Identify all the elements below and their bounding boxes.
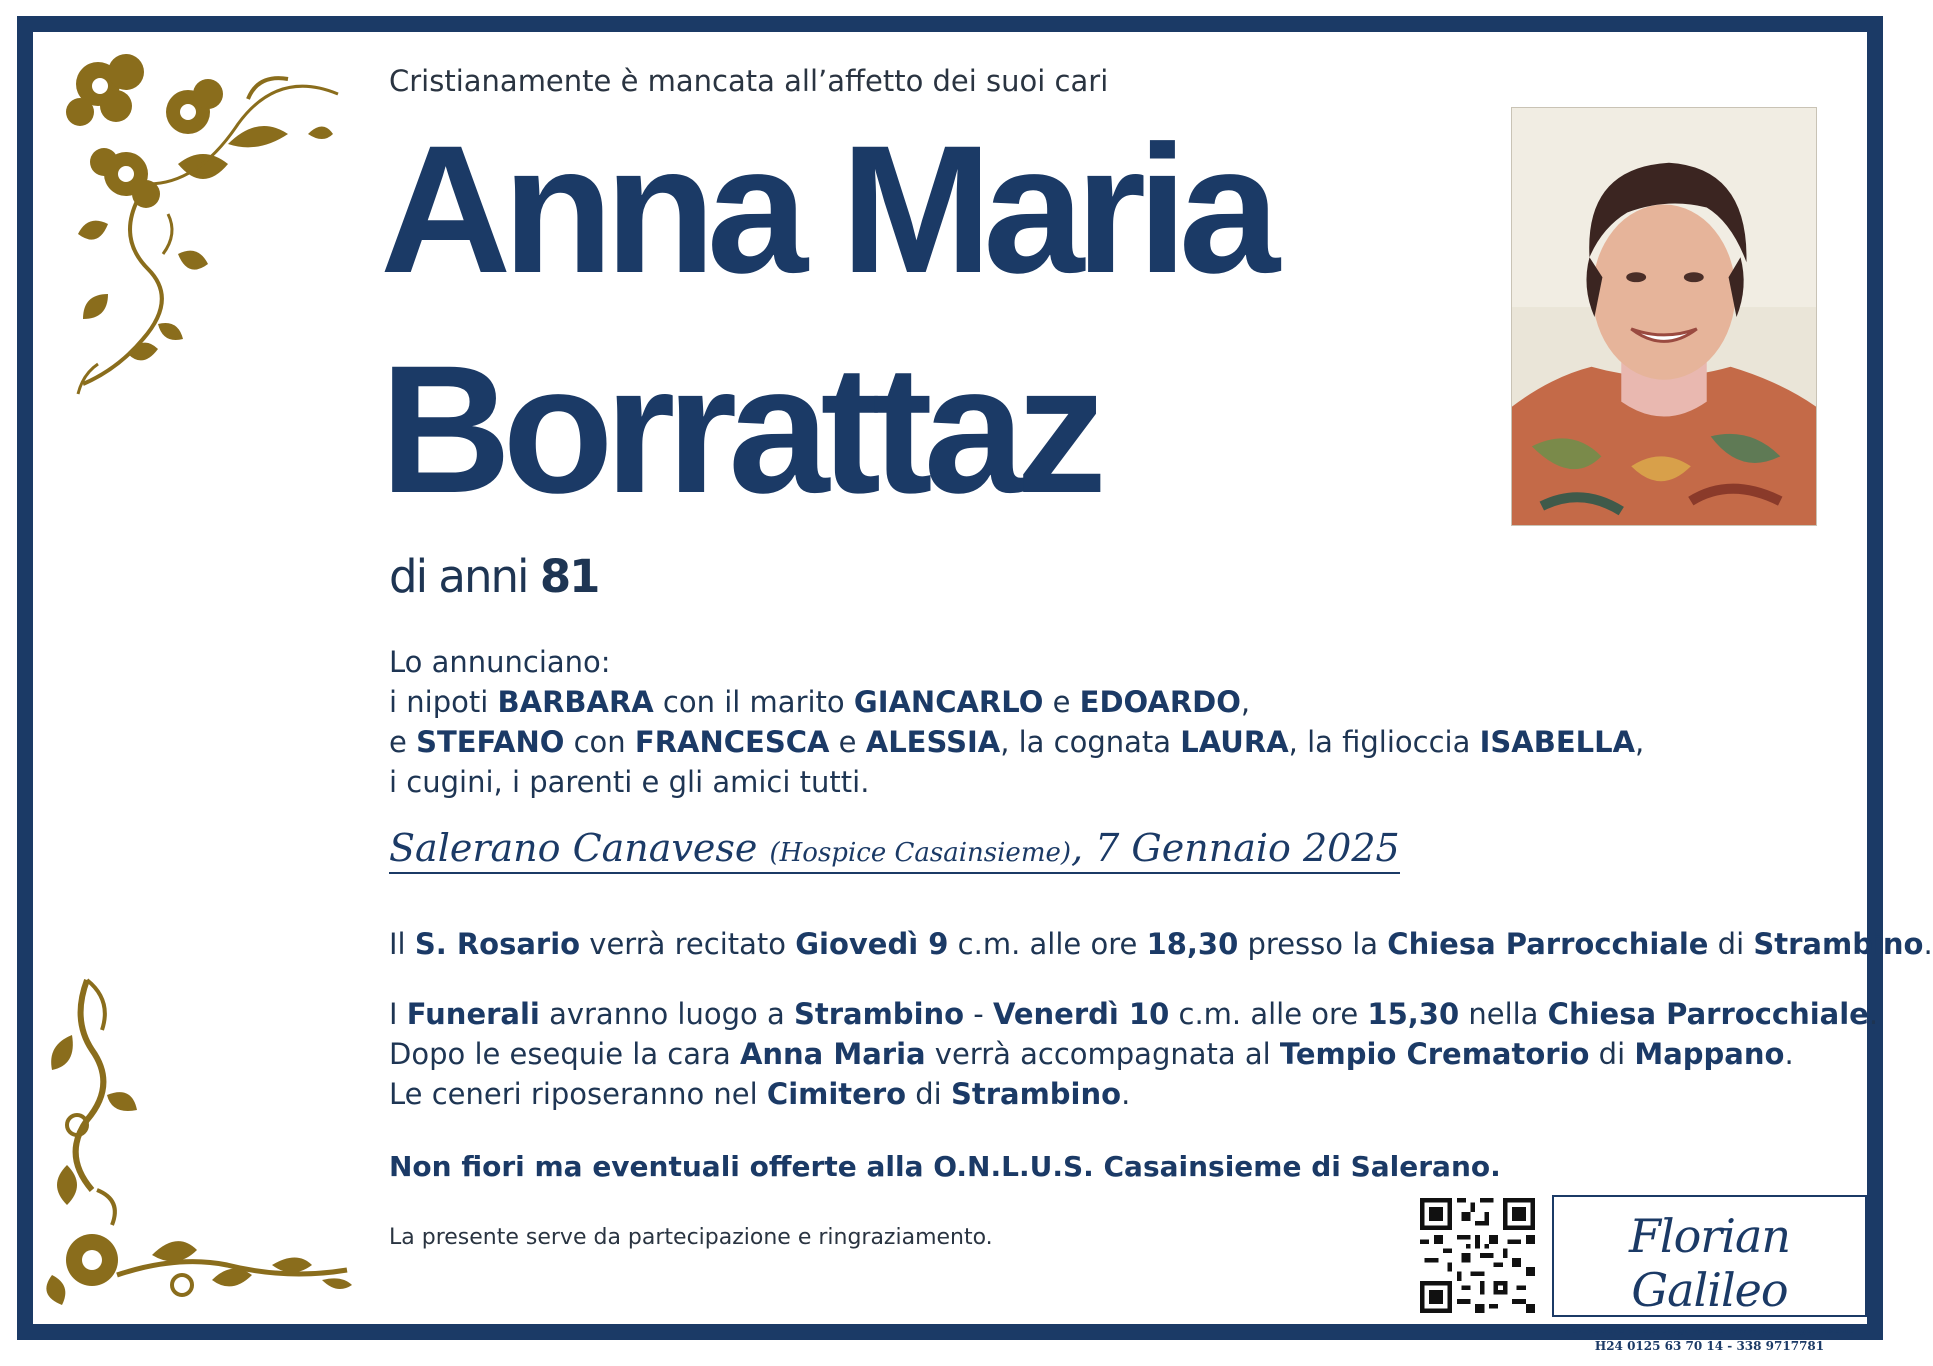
agency-website-line bbox=[1554, 1323, 1865, 1336]
text-run: e bbox=[829, 725, 866, 759]
text-run: , la figlioccia bbox=[1288, 725, 1480, 759]
relative-name: EDOARDO bbox=[1079, 685, 1241, 719]
age-line bbox=[389, 550, 598, 603]
age-value: 81 bbox=[539, 550, 599, 603]
announcement-lead: Lo annunciano: bbox=[389, 645, 611, 679]
scroll-corner-icon bbox=[32, 975, 382, 1325]
emphasis: Tempio Crematorio bbox=[1279, 1037, 1590, 1071]
emphasis: Strambino bbox=[950, 1077, 1122, 1111]
relative-name: ALESSIA bbox=[865, 725, 1001, 759]
emphasis: 18,30 bbox=[1146, 927, 1239, 961]
donation-note: Non fiori ma eventuali offerte alla O.N.L.U.S. Casainsieme di Salerano. bbox=[389, 1150, 1501, 1183]
emphasis: Mappano bbox=[1634, 1037, 1785, 1071]
date: , 7 Gennaio 2025 bbox=[1071, 826, 1400, 870]
emphasis: Chiesa Parrocchiale bbox=[1387, 927, 1709, 961]
deceased-last-name: Borrattaz bbox=[380, 327, 1098, 531]
website-prefix: Per vedere i necrologi vai su bbox=[1565, 1323, 1728, 1336]
text-run: , bbox=[1240, 685, 1251, 719]
thanks-note: La presente serve da partecipazione e ringraziamento. bbox=[389, 1225, 993, 1250]
website-url: www.floriangalileo.it bbox=[1727, 1323, 1854, 1336]
place-detail: (Hospice Casainsieme) bbox=[769, 838, 1071, 868]
relative-name: STEFANO bbox=[416, 725, 565, 759]
emphasis: Cimitero bbox=[766, 1077, 907, 1111]
funeral-line-3 bbox=[389, 1074, 1130, 1114]
text-run: di bbox=[906, 1077, 951, 1111]
text-run: . bbox=[1784, 1037, 1794, 1071]
agency-phones: H24 0125 63 70 14 - 338 9717781 bbox=[1594, 1339, 1825, 1353]
text-run: e bbox=[389, 725, 417, 759]
qr-code-icon bbox=[1420, 1198, 1535, 1313]
text-run: , bbox=[1635, 725, 1645, 759]
text-run: con bbox=[564, 725, 635, 759]
place: Salerano Canavese bbox=[389, 826, 758, 870]
text-run: di bbox=[1708, 927, 1754, 961]
relative-name: FRANCESCA bbox=[634, 725, 830, 759]
emphasis: Strambino bbox=[1753, 927, 1924, 961]
place-date bbox=[389, 826, 1400, 874]
text-run: c.m. alle ore bbox=[1169, 997, 1368, 1031]
text-run: . bbox=[1868, 997, 1879, 1031]
relative-name: GIANCARLO bbox=[853, 685, 1044, 719]
funeral-line-2 bbox=[389, 1034, 1794, 1074]
funeral-line-1 bbox=[389, 994, 1878, 1034]
emphasis: Anna Maria bbox=[739, 1037, 926, 1071]
text-run: e bbox=[1043, 685, 1080, 719]
text-run: . bbox=[1923, 927, 1933, 961]
relative-name: LAURA bbox=[1180, 725, 1289, 759]
text-run: Il bbox=[389, 927, 415, 961]
agency-logo bbox=[1552, 1195, 1867, 1353]
text-run: Le ceneri riposeranno nel bbox=[389, 1077, 767, 1111]
text-run: verrà recitato bbox=[580, 927, 796, 961]
relative-name: BARBARA bbox=[497, 685, 654, 719]
announcement-line-4: i cugini, i parenti e gli amici tutti. bbox=[389, 765, 870, 799]
emphasis: Strambino bbox=[793, 997, 965, 1031]
emphasis: Venerdì 10 bbox=[992, 997, 1170, 1031]
text-run: Dopo le esequie la cara bbox=[389, 1037, 740, 1071]
age-prefix: di anni bbox=[389, 550, 528, 603]
emphasis: Funerali bbox=[406, 997, 540, 1031]
emphasis: 15,30 bbox=[1367, 997, 1460, 1031]
intro-text: Cristianamente è mancata all’affetto dei suoi cari bbox=[389, 64, 1109, 98]
announcement-line-2 bbox=[389, 682, 1250, 722]
text-run: nella bbox=[1459, 997, 1548, 1031]
floral-corner-icon bbox=[38, 34, 378, 404]
text-run: - bbox=[964, 997, 993, 1031]
agency-name: Florian Galileo bbox=[1628, 1209, 1791, 1317]
relative-name: ISABELLA bbox=[1479, 725, 1636, 759]
text-run: con il marito bbox=[653, 685, 854, 719]
text-run: verrà accompagnata al bbox=[925, 1037, 1280, 1071]
text-run: c.m. alle ore bbox=[948, 927, 1147, 961]
text-run: , la cognata bbox=[1000, 725, 1181, 759]
emphasis: S. Rosario bbox=[414, 927, 581, 961]
text-run: presso la bbox=[1238, 927, 1388, 961]
announcement-line-3 bbox=[389, 722, 1644, 762]
emphasis: Chiesa Parrocchiale bbox=[1547, 997, 1869, 1031]
rosary-line bbox=[389, 924, 1933, 964]
portrait-photo bbox=[1511, 107, 1817, 526]
deceased-first-name: Anna Maria bbox=[380, 107, 1272, 311]
text-run: di bbox=[1589, 1037, 1635, 1071]
emphasis: Giovedì 9 bbox=[795, 927, 949, 961]
text-run: I bbox=[389, 997, 407, 1031]
text-run: . bbox=[1121, 1077, 1131, 1111]
text-run: i nipoti bbox=[389, 685, 498, 719]
text-run: avranno luogo a bbox=[539, 997, 794, 1031]
